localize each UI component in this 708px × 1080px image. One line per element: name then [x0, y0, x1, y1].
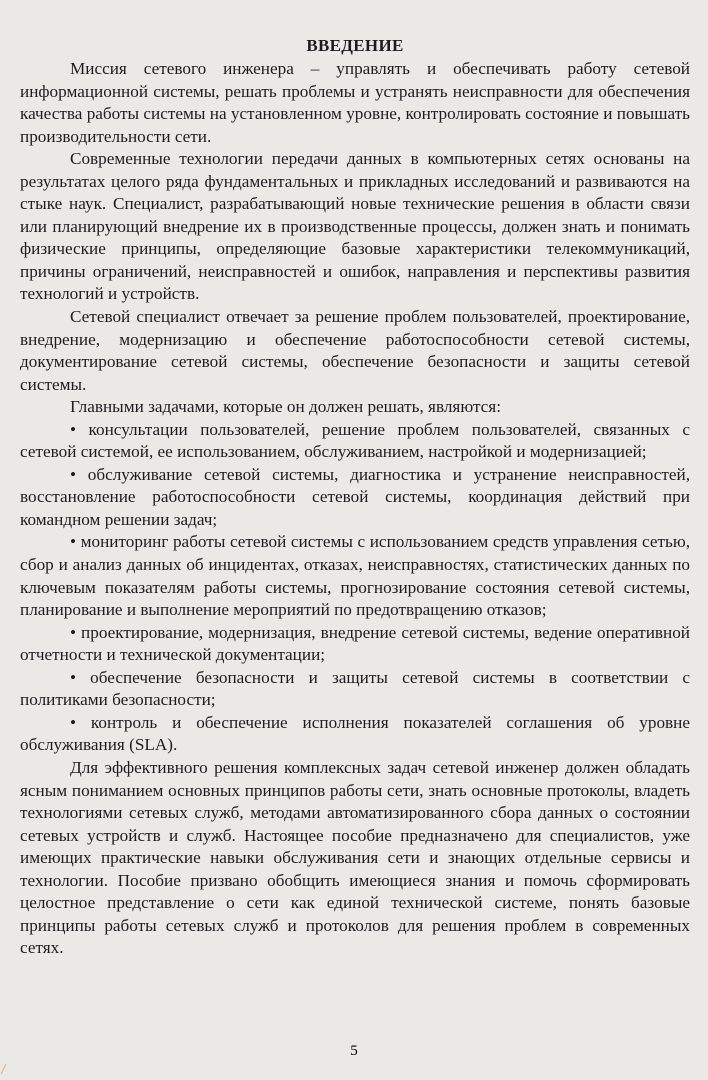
list-item-maintenance: • обслуживание сетевой системы, диагностика и устранение неисправностей, восстановление работоспособности сетевой системы, координация действий при командном решении задач;	[20, 464, 690, 529]
paragraph-conclusion: Для эффективного решения комплексных задач сетевой инженер должен обладать ясным пониманием основных принципов работы сети, знать основные протоколы, владеть технологиями сетевых служб, методами автоматизированного сбора данных о состоянии сетевых устройств и служб. Настоящее пособие предназначено для специалистов, уже имеющих практические навыки обслуживания сети и знающих отдельные сервисы и технологии. Пособие призвано обобщить имеющиеся знания и помочь сформировать целостное представление о сети как единой технической системе, понять базовые принципы работы сетевых служб и протоколов для решения проблем в современных сетях.	[20, 757, 690, 958]
list-item-design: • проектирование, модернизация, внедрение сетевой системы, ведение оперативной отчетности и технической документации;	[20, 622, 690, 665]
page-number: 5	[350, 1043, 358, 1059]
list-item-sla: • контроль и обеспечение исполнения показателей соглашения об уровне обслуживания (SLA).	[20, 712, 690, 755]
list-item-monitoring: • мониторинг работы сетевой системы с использованием средств управления сетью, сбор и анализ данных об инцидентах, отказах, неисправностях, статистических данных по ключевым показателям работы системы, прогнозирование состояния сетевой системы, планирование и выполнение мероприятий по предотвращению отказов;	[20, 532, 690, 620]
list-item-consulting: • консультации пользователей, решение проблем пользователей, связанных с сетевой системой, ее использованием, обслуживанием, настройкой и модернизацией;	[20, 419, 690, 462]
paragraph-technologies: Современные технологии передачи данных в компьютерных сетях основаны на результатах целого ряда фундаментальных и прикладных исследований и развиваются на стыке наук. Специалист, разрабатывающий новые технические решения в области связи или планирующий внедрение их в производственные процессы, должен знать и понимать физические принципы, определяющие базовые характеристики телекоммуникаций, причины ограничений, неисправностей и ошибок, направления и перспективы развития технологий и устройств.	[20, 149, 690, 304]
page-title: ВВЕДЕНИЕ	[306, 36, 404, 55]
paragraph-tasks-intro: Главными задачами, которые он должен решать, являются:	[70, 397, 501, 417]
list-item-security: • обеспечение безопасности и защиты сетевой системы в соответствии с политиками безопасности;	[20, 667, 690, 710]
paragraph-responsibilities: Сетевой специалист отвечает за решение проблем пользователей, проектирование, внедрение, модернизацию и обеспечение работоспособности сетевой системы, документирование сетевой системы, обеспечение безопасности и защиты сетевой системы.	[20, 307, 690, 394]
paragraph-mission: Миссия сетевого инженера – управлять и обеспечивать работу сетевой информационной системы, решать проблемы и устранять неисправности для обеспечения качества работы системы на установленном уровне, контролировать состояние и повышать производительности сети.	[20, 59, 690, 146]
